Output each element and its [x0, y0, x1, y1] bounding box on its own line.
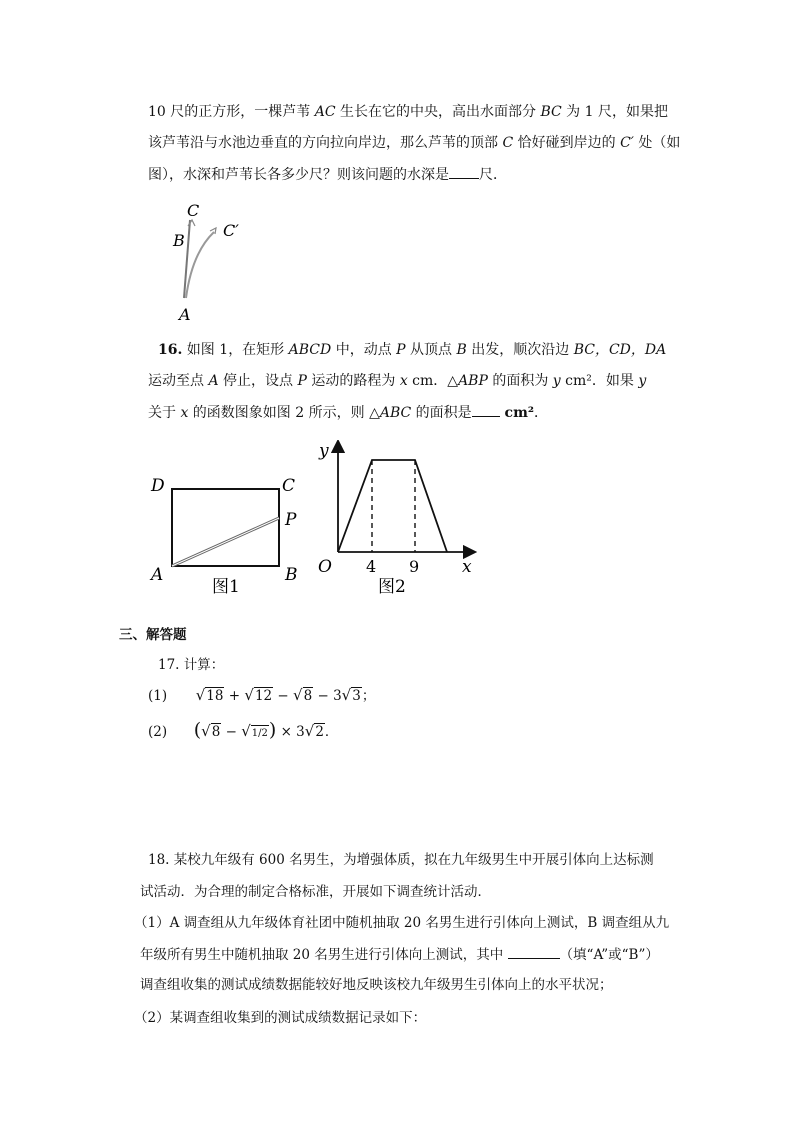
radicand: 3	[352, 688, 361, 704]
label-B: B	[285, 565, 298, 585]
answer-blank[interactable]	[472, 402, 500, 417]
q16-line-3	[148, 402, 548, 423]
math-edges: BC，CD，DA	[573, 342, 667, 358]
sqrt-icon: √	[201, 722, 211, 740]
math-BC: BC	[540, 104, 562, 120]
math-y: y	[638, 373, 647, 389]
section-heading: 三、解答题	[119, 627, 187, 643]
operator: −	[273, 688, 294, 704]
figure-1-rectangle	[148, 468, 308, 600]
label-x: x	[462, 557, 472, 577]
paren-open: (	[193, 719, 202, 741]
radicand: 8	[211, 724, 221, 740]
math-triangle-ABP: △ABP	[447, 373, 488, 389]
q17-part-2	[148, 720, 338, 742]
text: （填“A”或“B”）	[559, 947, 659, 963]
label-C: C	[282, 476, 296, 496]
text: 图），水深和芦苇长各多少尺？则该问题的水深是	[148, 167, 449, 183]
num-1: 1	[584, 104, 594, 120]
text: ．	[534, 405, 549, 421]
label-C-prime: C′	[223, 221, 239, 240]
text: 停止，设点	[218, 373, 298, 389]
math-y: y	[552, 373, 561, 389]
reed-bent	[186, 232, 214, 298]
text: 年级所有男生中随机抽取 20 名男生进行引体向上测试，其中	[140, 947, 508, 963]
radicand: 18	[206, 688, 224, 704]
label-D: D	[151, 476, 165, 496]
text: 的面积为	[487, 373, 553, 389]
q18-line-2: 试活动．为合理的制定合格标准，开展如下调查统计活动．	[140, 884, 491, 900]
sqrt-icon: √	[293, 686, 303, 704]
punct: ．	[324, 724, 339, 740]
punct: ；	[361, 688, 376, 704]
math-P: P	[396, 342, 406, 358]
operator: −	[221, 724, 242, 740]
text: 从顶点	[405, 342, 457, 358]
math-B: B	[456, 342, 467, 358]
math-ABCD: ABCD	[288, 342, 332, 358]
sqrt-icon: √	[341, 686, 352, 704]
function-curve	[338, 460, 447, 552]
text: 所示，则	[304, 405, 370, 421]
text: 运动至点	[148, 373, 209, 389]
label-A: A	[179, 305, 191, 324]
q18-line-6: （2）某调查组收集到的测试成绩数据记录如下：	[134, 1010, 427, 1026]
radicand: 12	[254, 688, 273, 704]
q15-line-1	[148, 102, 668, 122]
part-label: (1)	[148, 688, 168, 704]
label-A: A	[151, 565, 164, 585]
text: 中，动点	[331, 342, 397, 358]
math-x: x	[180, 405, 189, 421]
label-y: y	[319, 441, 329, 461]
tick-4: 4	[366, 557, 377, 576]
operator: × 3	[276, 724, 305, 740]
label-C: C	[187, 201, 200, 220]
paren-close: )	[268, 719, 277, 741]
question-number: 16.	[158, 342, 183, 358]
unit-cm2: cm²	[560, 373, 592, 389]
text: 的面积是	[411, 405, 472, 421]
unit-cm2: cm²	[499, 405, 535, 421]
operator: − 3	[313, 688, 342, 704]
q15-line-2	[148, 133, 680, 153]
q17-part-1	[148, 685, 375, 706]
math-C-prime: C′	[620, 135, 634, 151]
text: 生长在它的中央，高出水面部分	[335, 104, 541, 120]
sqrt-icon: √	[304, 722, 315, 740]
text: 该芦苇沿与水池边垂直的方向拉向岸边，那么芦苇的顶部	[148, 135, 503, 151]
tick-9: 9	[409, 557, 420, 576]
num: 1	[219, 342, 229, 358]
text: 运动的路程为	[306, 373, 400, 389]
q18-line-5: 调查组收集的测试成绩数据能较好地反映该校九年级男生引体向上的水平状况；	[140, 977, 613, 993]
text: 为	[561, 104, 585, 120]
caption-figure-1: 图1	[212, 577, 240, 597]
text: 出发，顺次沿边	[466, 342, 574, 358]
rectangle-ABCD	[172, 489, 279, 566]
math-x: x	[399, 373, 408, 389]
math-triangle-ABC: △ABC	[369, 405, 412, 421]
part-label: (2)	[148, 724, 168, 740]
text: 关于	[148, 405, 181, 421]
text: 的函数图象如图	[188, 405, 296, 421]
num: 2	[295, 405, 305, 421]
label-P: P	[285, 510, 297, 530]
q18-line-4	[140, 944, 659, 965]
answer-blank[interactable]	[449, 164, 479, 179]
sqrt-icon: √	[195, 686, 206, 704]
sqrt-icon: √	[241, 722, 251, 740]
text: ，在矩形	[228, 342, 289, 358]
q17-title: 17. 计算：	[158, 657, 225, 673]
q16-line-2	[148, 371, 646, 391]
text: 处（如	[633, 135, 681, 151]
text: 恰好碰到岸边的	[513, 135, 621, 151]
text: 10 尺的正方形，一棵芦苇	[148, 104, 315, 120]
math-A: A	[208, 373, 219, 389]
q18-line-3: （1）A 调查组从九年级体育社团中随机抽取 20 名男生进行引体向上测试，B 调查组从九	[134, 915, 670, 931]
unit-cm: cm．	[407, 373, 448, 389]
q15-line-3	[148, 164, 507, 185]
text: 如图	[182, 342, 220, 358]
math-C: C	[502, 135, 514, 151]
radicand-fraction: 1/2	[251, 725, 269, 742]
q18-line-1: 18. 某校九年级有 600 名男生，为增强体质，拟在九年级男生中开展引体向上达标测	[148, 852, 654, 868]
text: 尺．	[479, 167, 507, 183]
radicand: 2	[315, 724, 324, 740]
caption-figure-2: 图2	[378, 577, 406, 597]
radicand: 8	[303, 688, 313, 704]
reed-figure	[170, 198, 260, 328]
sqrt-icon: √	[244, 686, 254, 704]
answer-blank[interactable]	[508, 944, 560, 959]
figure-2-graph	[310, 440, 490, 600]
text: ．如果	[591, 373, 639, 389]
label-O: O	[318, 557, 332, 577]
q16-line-1	[158, 340, 666, 360]
operator: +	[224, 688, 245, 704]
segment-AP-inner	[172, 518, 279, 566]
math-P: P	[297, 373, 307, 389]
label-B: B	[173, 231, 185, 250]
math-AC: AC	[314, 104, 336, 120]
text: 尺，如果把	[593, 104, 668, 120]
